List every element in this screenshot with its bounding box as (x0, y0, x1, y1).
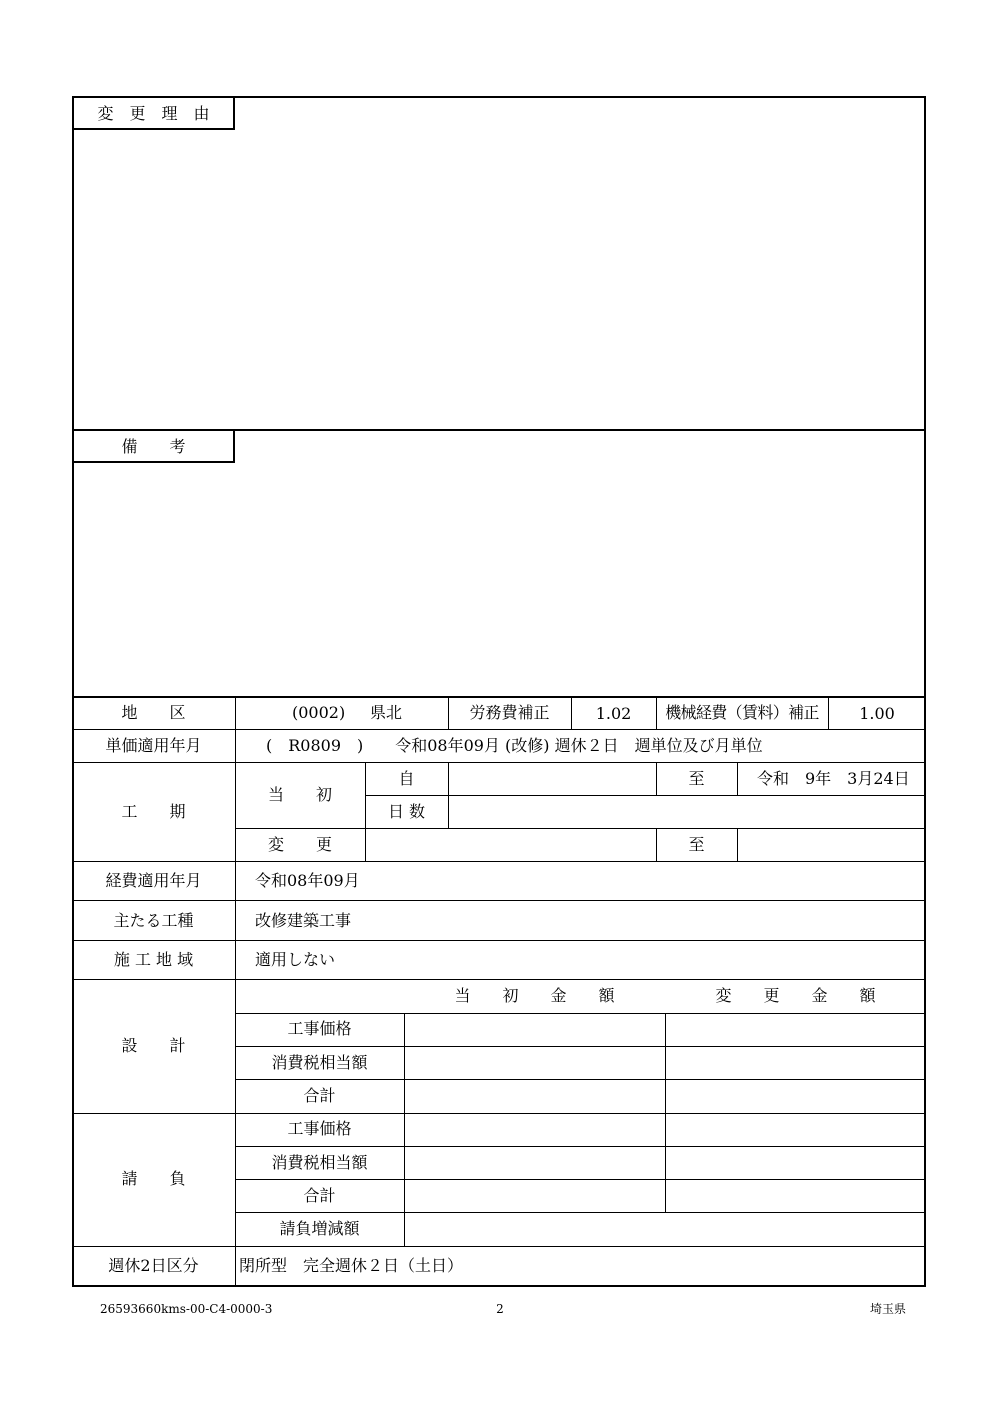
page-number: 2 (496, 1302, 504, 1316)
unit-price-value: ( R0809 ) 令和08年09月 (改修) 週休２日 週単位及び月単位 (266, 736, 763, 755)
region-label: 地 区 (121, 703, 186, 722)
period-from-field[interactable] (449, 763, 655, 795)
reason-label: 変 更 理 由 (97, 104, 210, 123)
divider (72, 900, 926, 901)
weekly-label: 週休2日区分 (108, 1256, 199, 1275)
divider (72, 861, 926, 862)
divider (72, 696, 926, 698)
period-change-to-label: 至 (688, 835, 705, 854)
contract-row-label: 消費税相当額 (271, 1153, 368, 1172)
work-type-value: 改修建築工事 (255, 911, 352, 930)
divider (665, 1013, 666, 1212)
divider (72, 729, 926, 730)
design-row-label: 合計 (303, 1086, 336, 1105)
expense-label: 経費適用年月 (105, 871, 202, 890)
work-type-label: 主たる工種 (113, 911, 194, 930)
divider (737, 762, 738, 795)
expense-value: 令和08年09月 (255, 871, 360, 890)
divider (235, 1146, 926, 1147)
period-change-field[interactable] (366, 829, 655, 861)
remarks-content-area[interactable] (235, 463, 925, 695)
divider (235, 1079, 926, 1080)
period-to-label: 至 (688, 769, 705, 788)
period-days-field[interactable] (449, 796, 925, 828)
reason-content-area[interactable] (235, 130, 925, 428)
design-row-label: 工事価格 (287, 1019, 352, 1038)
area-label: 施 工 地 域 (113, 950, 194, 969)
period-to-value: 令和 9年 3月24日 (757, 769, 910, 788)
organization-name: 埼玉県 (869, 1302, 906, 1316)
divider (72, 1246, 926, 1247)
contract-label: 請 負 (121, 1169, 186, 1188)
divider (235, 1212, 926, 1213)
region-code: (0002) (292, 703, 346, 722)
divider (72, 979, 926, 980)
machine-correction-value: 1.00 (859, 704, 895, 723)
period-days-label: 日 数 (387, 802, 426, 821)
period-change-label: 変 更 (267, 835, 332, 854)
changed-amount-header: 変 更 金 額 (715, 986, 876, 1005)
unit-price-label: 単価適用年月 (105, 736, 202, 755)
area-value: 適用しない (255, 950, 336, 969)
weekly-value: 閉所型 完全週休２日（土日） (239, 1256, 464, 1275)
labor-correction-value: 1.02 (595, 704, 632, 723)
divider (72, 1113, 926, 1114)
divider (235, 1046, 926, 1047)
divider (404, 1013, 405, 1246)
divider (235, 1179, 926, 1180)
period-label: 工 期 (121, 802, 186, 821)
remarks-label: 備 考 (121, 437, 186, 456)
contract-row-label: 工事価格 (287, 1119, 352, 1138)
period-from-label: 自 (398, 769, 415, 788)
machine-correction-label: 機械経費（賃料）補正 (665, 703, 819, 722)
period-initial-label: 当 初 (267, 785, 332, 804)
initial-amount-header: 当 初 金 額 (454, 986, 615, 1005)
design-row-label: 消費税相当額 (271, 1053, 368, 1072)
divider (235, 1013, 926, 1014)
labor-correction-label: 労務費補正 (469, 703, 550, 722)
contract-row-label: 請負増減額 (279, 1219, 360, 1238)
divider (72, 940, 926, 941)
region-name: 県北 (370, 703, 403, 722)
contract-row-label: 合計 (303, 1186, 336, 1205)
document-id: 26593660kms-00-C4-0000-3 (100, 1302, 273, 1316)
period-change-to-field[interactable] (738, 829, 925, 861)
design-label: 設 計 (121, 1036, 186, 1055)
